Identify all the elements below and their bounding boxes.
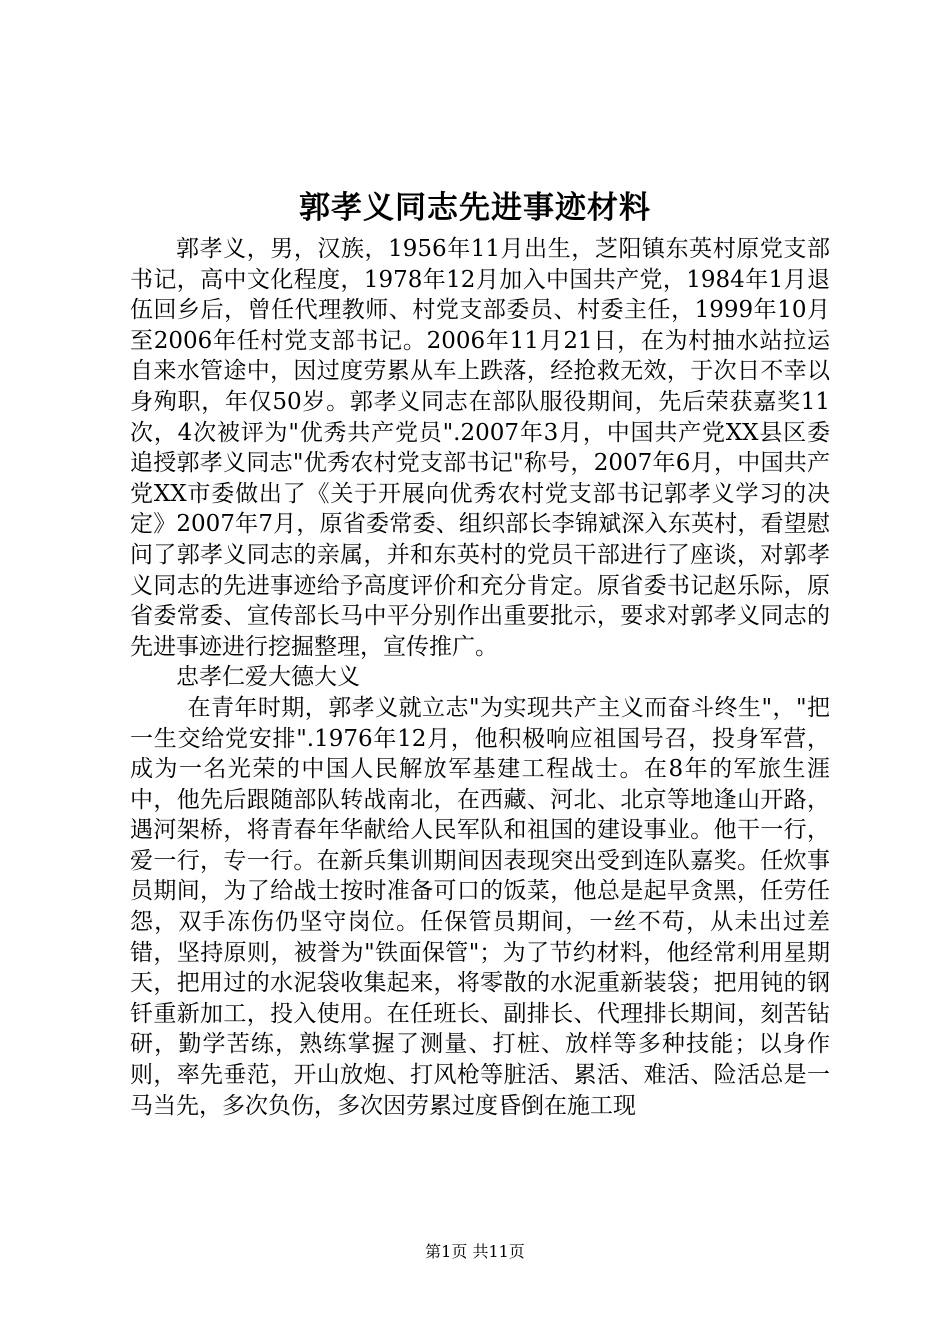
document-body: [130, 234, 830, 1121]
section-heading: 忠孝仁爱大德大义: [176, 664, 360, 691]
page-footer: 第1页 共11页: [425, 1242, 525, 1261]
paragraph-youth: 在青年时期，郭孝义就立志"为实现共产主义而奋斗终生"，"把一生交给党安排".1976年12月，他积极响应祖国号召，投身军营，成为一名光荣的中国人民解放军基建工程战士。在8年的军旅生涯中，他先后跟随部队转战南北，在西藏、河北、北京等地逢山开路，遇河架桥，将青春年华献给人民军队和祖国的建设事业。他干一行，爱一行，专一行。在新兵集训期间因表现突出受到连队嘉奖。任炊事员期间，为了给战士按时准备可口的饭菜，他总是起早贪黑，任劳任怨，双手冻伤仍坚守岗位。任保管员期间，一丝不苟，从未出过差错，坚持原则，被誉为"铁面保管"；为了节约材料，他经常利用星期天，把用过的水泥袋收集起来，将零散的水泥重新装袋；把用钝的钢钎重新加工，投入使用。在任班长、副排长、代理排长期间，刻苦钻研，勤学苦练，熟练掌握了测量、打桩、放样等多种技能；以身作则，率先垂范，开山放炮、打风枪等脏活、累活、难活、险活总是一马当先，多次负伤，多次因劳累过度昏倒在施工现: [130, 694, 830, 1119]
document-title: 郭孝义同志先进事迹材料: [299, 190, 651, 226]
paragraph-intro: 郭孝义，男，汉族，1956年11月出生，芝阳镇东英村原党支部书记，高中文化程度，1978年12月加入中国共产党，1984年1月退伍回乡后，曾任代理教师、村党支部委员、村委主任，1999年10月至2006年任村党支部书记。2006年11月21日，在为村抽水站拉运自来水管途中，因过度劳累从车上跌落，经抢救无效，于次日不幸以身殉职，年仅50岁。郭孝义同志在部队服役期间，先后荣获嘉奖11次，4次被评为"优秀共产党员".2007年3月，中国共产党XX县区委追授郭孝义同志"优秀农村党支部书记"称号，2007年6月，中国共产党XX市委做出了《关于开展向优秀农村党支部书记郭孝义学习的决定》2007年7月，原省委常委、组织部长李锦斌深入东英村，看望慰问了郭孝义同志的亲属，并和东英村的党员干部进行了座谈，对郭孝义同志的先进事迹给予高度评价和充分肯定。原省委书记赵乐际，原省委常委、宣传部长马中平分别作出重要批示，要求对郭孝义同志的先进事迹进行挖掘整理，宣传推广。: [130, 236, 830, 660]
